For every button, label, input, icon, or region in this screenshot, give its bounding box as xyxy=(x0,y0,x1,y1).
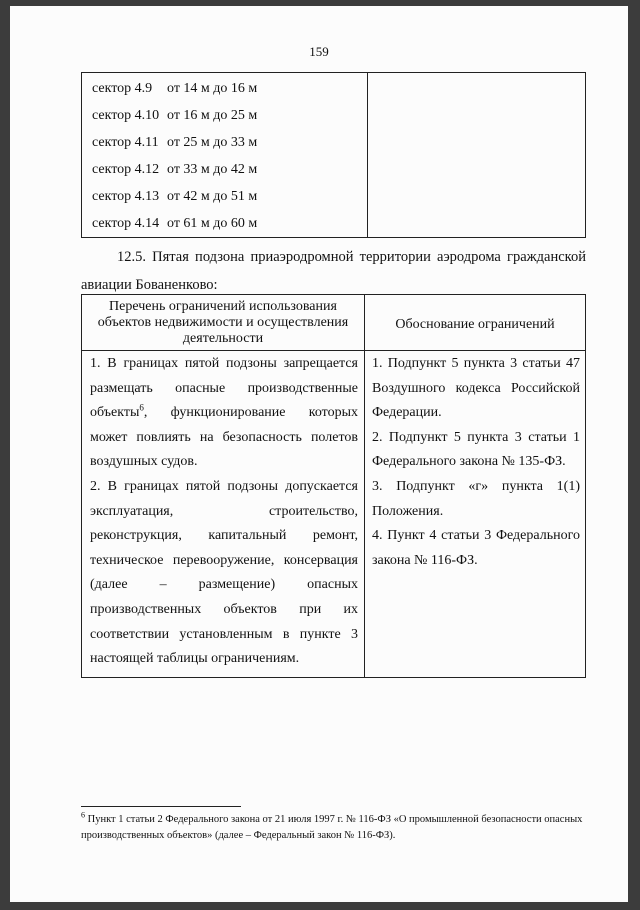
text-line: Положения. xyxy=(372,503,444,519)
footnote-separator xyxy=(81,806,241,807)
sector-row xyxy=(92,81,257,97)
sector-range: от 25 м до 33 м xyxy=(167,135,258,150)
sector-range: от 33 м до 42 м xyxy=(167,162,258,177)
text-line: воздушных судов. xyxy=(90,454,198,470)
table-column-divider xyxy=(367,73,368,237)
justification-cell xyxy=(372,352,580,573)
text-fragment: объекты xyxy=(90,405,140,421)
text-line: может повлиять на безопасность полетов xyxy=(90,429,358,445)
footnote xyxy=(81,812,586,844)
sector-label: сектор 4.12 xyxy=(92,162,160,177)
text-line: производственных объектов при их xyxy=(90,601,358,617)
sector-label: сектор 4.13 xyxy=(92,189,160,204)
sector-label: сектор 4.11 xyxy=(92,135,159,150)
sector-label: сектор 4.9 xyxy=(92,81,153,96)
footnote-reference: 6 xyxy=(139,402,144,413)
sector-range: от 16 м до 25 м xyxy=(167,108,258,123)
text-line: 2. Подпункт 5 пункта 3 статьи 1 xyxy=(372,429,580,445)
text-line: объекты$^6$, функционирование которых xyxy=(90,402,358,421)
restrictions-cell xyxy=(90,352,358,672)
sector-label: сектор 4.14 xyxy=(92,216,160,231)
footnote-text: Пункт 1 статьи 2 Федерального закона от 21 июля 1997 г. № 116-ФЗ «О промышленной безопасности опасных производственных объектов» (далее – Федеральный закон № 116-ФЗ). xyxy=(81,814,583,841)
paragraph-line: 12.5. Пятая подзона приаэродромной территории аэродрома гражданской xyxy=(117,249,586,265)
text-line: (далее – размещение) опасных xyxy=(90,577,358,593)
sector-table xyxy=(81,72,586,238)
document-page xyxy=(10,6,628,902)
text-line: 3. Подпункт «г» пункта 1(1) xyxy=(372,478,580,494)
sector-range: от 61 м до 60 м xyxy=(167,216,258,231)
header-restrictions: Перечень ограничений использования объектов недвижимости и осуществления деятельности xyxy=(97,299,349,346)
sector-row xyxy=(92,108,257,124)
text-line: размещать опасные производственные xyxy=(90,380,358,396)
header-justification: Обоснование ограничений xyxy=(395,317,555,332)
text-line: настоящей таблицы ограничениям. xyxy=(90,651,300,667)
sector-row xyxy=(92,135,257,151)
text-line: 2. В границах пятой подзоны допускается xyxy=(90,478,358,494)
page-number: 159 xyxy=(309,44,329,59)
text-line: закона № 116-ФЗ. xyxy=(372,552,478,568)
text-line: Федерации. xyxy=(372,405,442,421)
sector-range: от 14 м до 16 м xyxy=(167,81,258,96)
sector-label: сектор 4.10 xyxy=(92,108,160,123)
column-divider xyxy=(364,295,365,677)
text-fragment: функционирование которых xyxy=(170,405,358,421)
text-line: 1. Подпункт 5 пункта 3 статьи 47 xyxy=(372,356,580,371)
text-line: Воздушного кодекса Российской xyxy=(372,380,580,396)
text-line: Федерального закона № 135-ФЗ. xyxy=(372,454,566,470)
sector-row xyxy=(92,162,257,178)
footnote-mark: 6 xyxy=(81,810,85,820)
paragraph-line: авиации Бованенково: xyxy=(81,277,218,293)
text-line: реконструкция, капитальный ремонт, xyxy=(90,528,358,544)
restrictions-table xyxy=(81,294,586,678)
section-paragraph xyxy=(81,243,586,299)
text-line: 4. Пункт 4 статьи 3 Федерального xyxy=(372,528,580,544)
text-line: техническое перевооружение, консервация xyxy=(90,552,358,568)
text-line: 1. В границах пятой подзоны запрещается xyxy=(90,356,358,371)
text-line: соответствии установленным в пункте 3 xyxy=(90,626,358,642)
text-line: эксплуатация, строительство, xyxy=(90,503,358,519)
header-divider xyxy=(82,350,585,351)
sector-row xyxy=(92,216,257,232)
sector-row xyxy=(92,189,257,205)
sector-range: от 42 м до 51 м xyxy=(167,189,258,204)
